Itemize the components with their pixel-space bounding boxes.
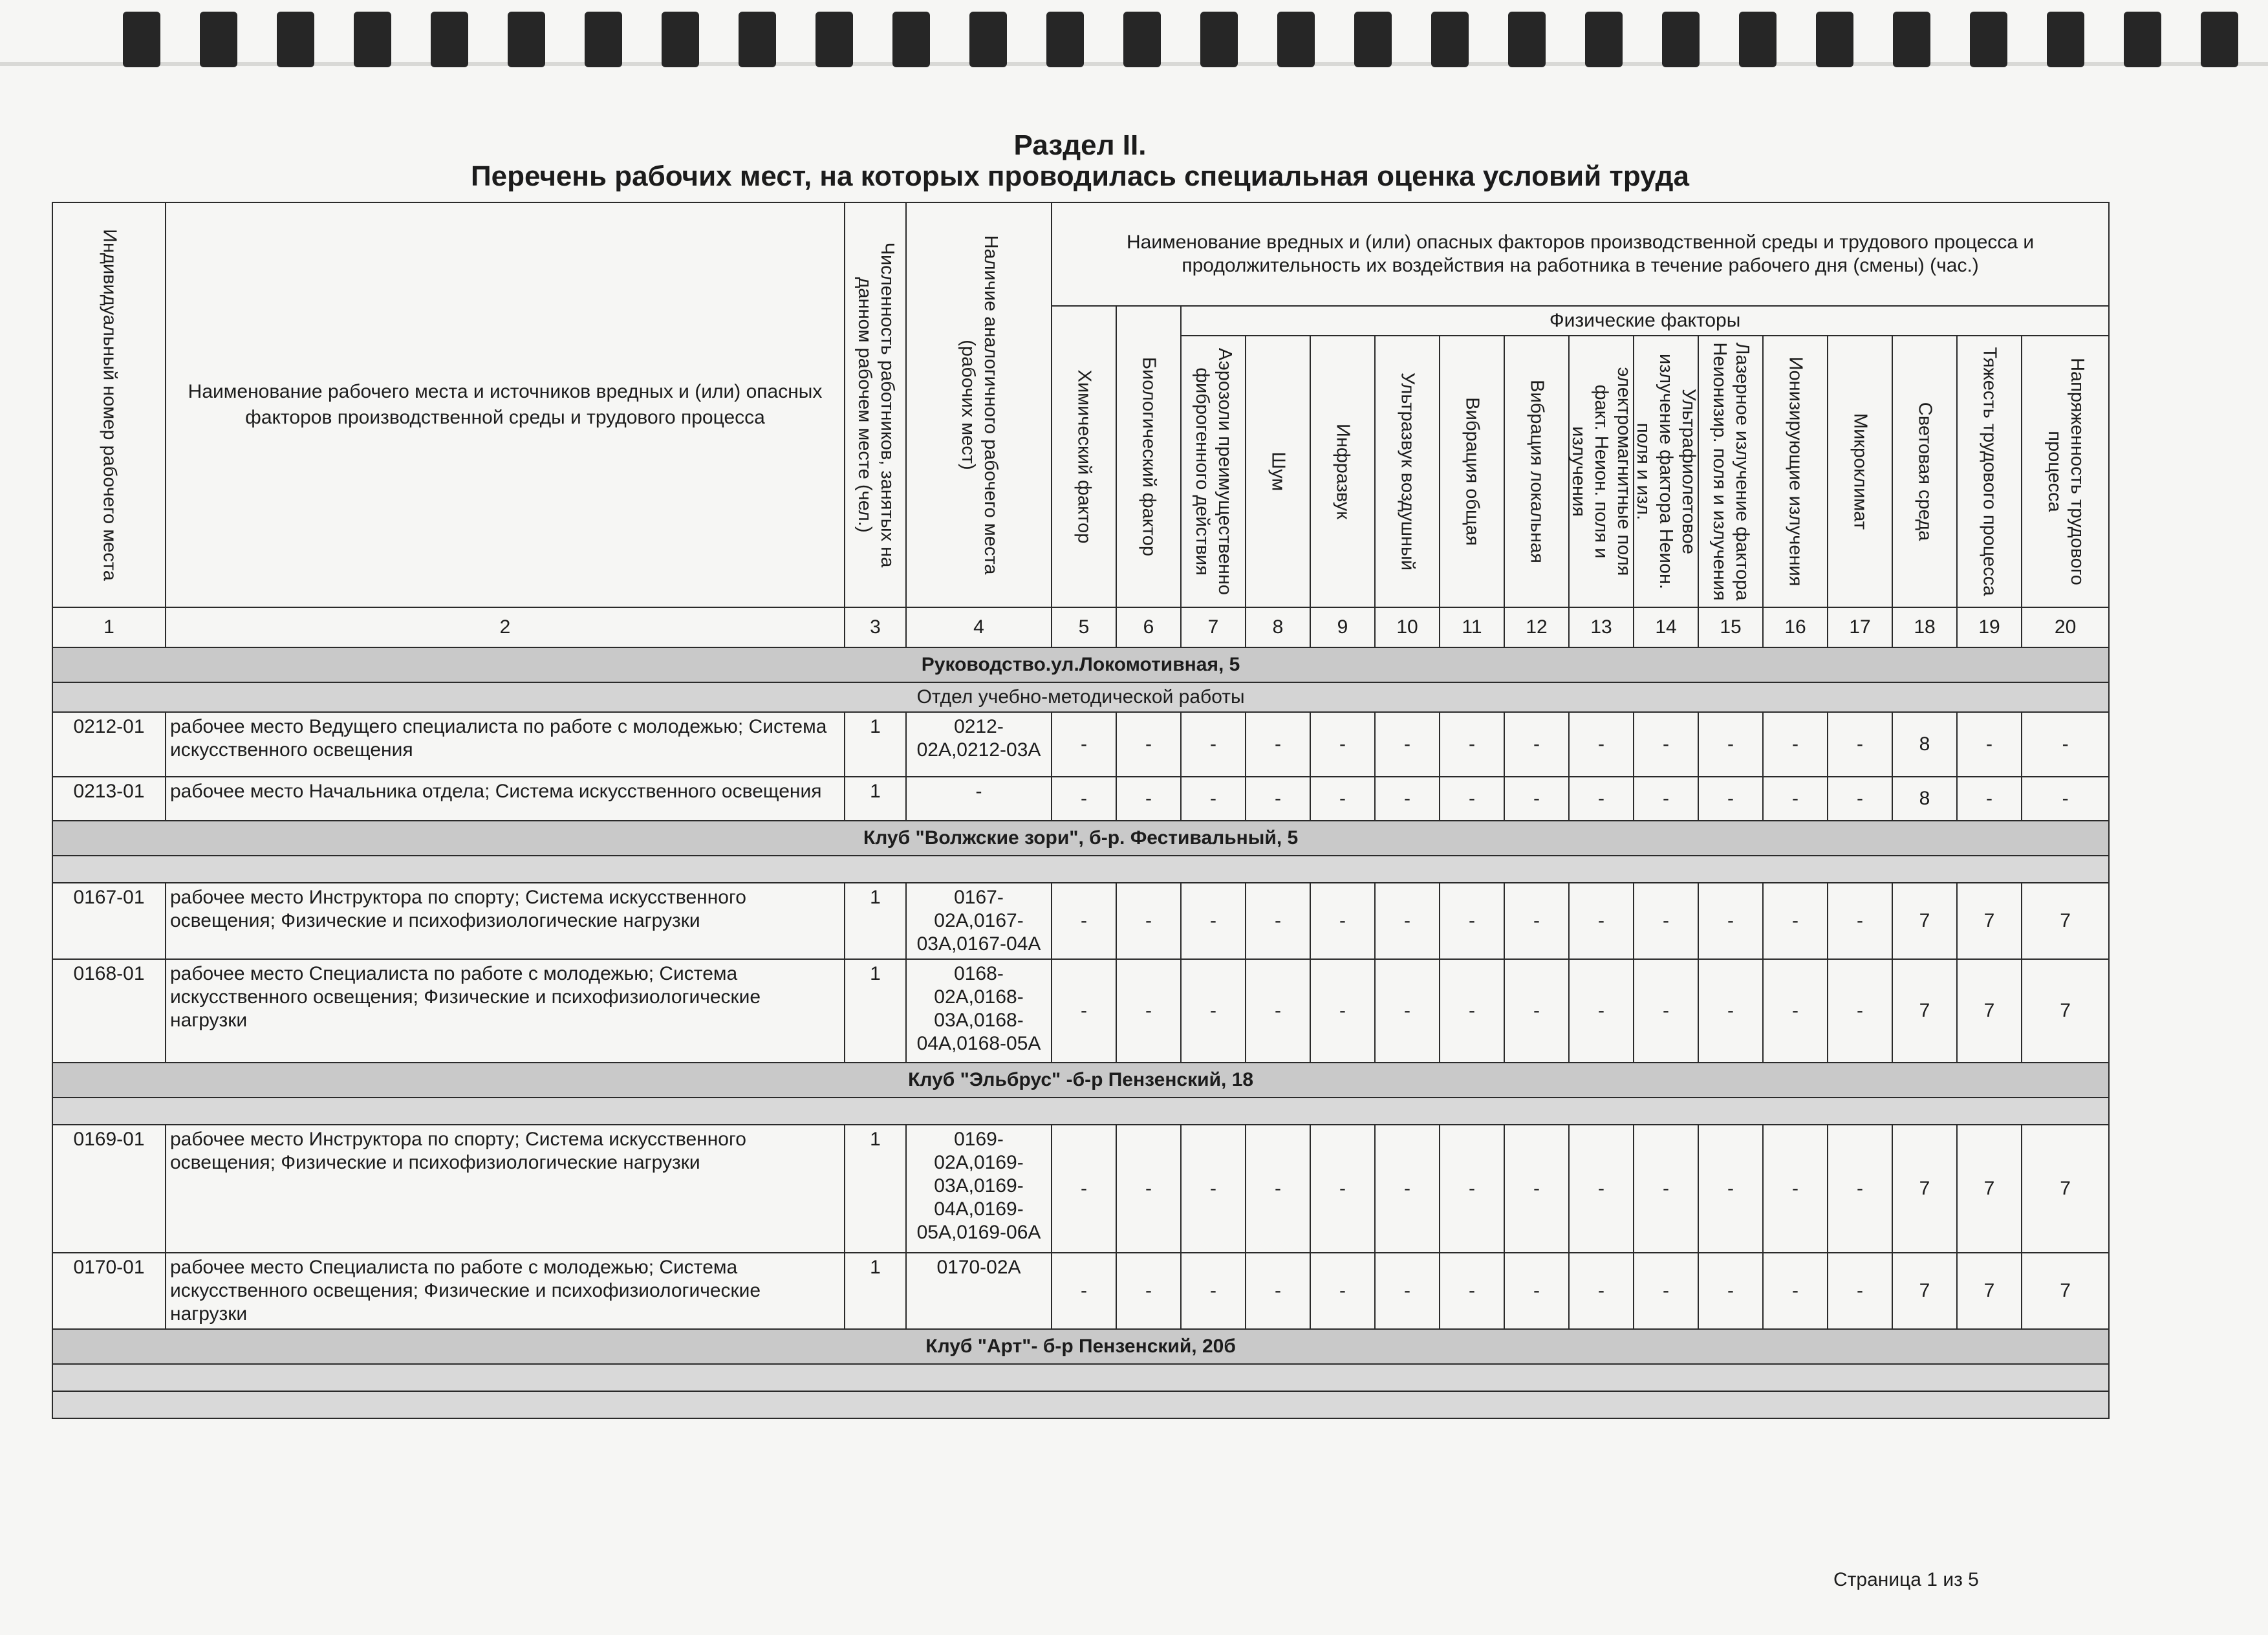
location-title: Клуб "Волжские зори", б-р. Фестивальный, 5 [52, 821, 2109, 856]
binder-ring [2124, 12, 2161, 67]
factor-value: - [1634, 712, 1698, 777]
factor-value: - [1569, 1125, 1634, 1253]
header-factor-chemical: Химический фактор [1052, 306, 1116, 607]
binder-ring [1508, 12, 1546, 67]
column-number-row [52, 607, 2109, 647]
workplace-id: 0168-01 [52, 959, 166, 1063]
factor-value: 7 [1957, 883, 2022, 959]
location-row [52, 821, 2109, 856]
workplace-name: рабочее место Ведущего специалиста по работе с молодежью; Система искусственного освещения [166, 712, 845, 777]
workplace-name: рабочее место Инструктора по спорту; Система искусственного освещения; Физические и психофизиологические нагрузки [166, 883, 845, 959]
header-col-count: Численность работников, занятых на данном рабочем месте (чел.) [845, 202, 906, 607]
header-factor-16: Ионизирующие излучения [1763, 336, 1828, 607]
factor-value: 7 [2022, 1125, 2109, 1253]
workplace-id: 0170-01 [52, 1253, 166, 1329]
column-number: 1 [52, 607, 166, 647]
factor-value: - [1698, 959, 1763, 1063]
factor-value: - [1763, 1253, 1828, 1329]
workplaces-table [52, 202, 2110, 1419]
factor-value: - [1763, 777, 1828, 821]
binder-ring [1354, 12, 1392, 67]
header-factor-13: электромагнитные поля факт. Неион. поля и излучения [1569, 336, 1634, 607]
binder-ring [1277, 12, 1315, 67]
binder-ring [1893, 12, 1930, 67]
factor-value: - [1116, 712, 1181, 777]
analog-workplaces: 0169-02А,0169-03А,0169-04А,0169-05А,0169-06А [906, 1125, 1052, 1253]
worker-count: 1 [845, 712, 906, 777]
factor-value: - [1504, 777, 1569, 821]
factor-value: - [1634, 883, 1698, 959]
factor-value: - [1246, 959, 1310, 1063]
location-row [52, 1063, 2109, 1098]
section-title: Раздел II. [1013, 129, 1147, 161]
factor-value: - [1634, 1125, 1698, 1253]
factor-value: - [1310, 1253, 1375, 1329]
binder-ring [2201, 12, 2238, 67]
binder-ring [508, 12, 545, 67]
factor-value: 7 [1892, 1125, 1957, 1253]
header-col-name: Наименование рабочего места и источников вредных и (или) опасных факторов производственной среды и трудового процесса [166, 202, 845, 607]
section-spacer [52, 1364, 2109, 1391]
factor-value: - [1698, 883, 1763, 959]
header-factor-biological: Биологический фактор [1116, 306, 1181, 607]
binder-ring [1200, 12, 1238, 67]
location-title: Руководство.ул.Локомотивная, 5 [52, 647, 2109, 682]
factor-value: - [2022, 712, 2109, 777]
column-number: 8 [1246, 607, 1310, 647]
analog-workplaces: 0167-02А,0167-03А,0167-04А [906, 883, 1052, 959]
analog-workplaces: 0212-02А,0212-03А [906, 712, 1052, 777]
factor-value: - [1375, 712, 1440, 777]
factor-value: - [2022, 777, 2109, 821]
factor-value: - [1634, 1253, 1698, 1329]
factor-value: - [1246, 712, 1310, 777]
header-factors-group: Наименование вредных и (или) опасных факторов производственной среды и трудового процесса и продолжительность их воздействия на работника в течение рабочего дня (смены) (час.) [1052, 202, 2109, 306]
factor-value: - [1440, 883, 1504, 959]
factor-value: - [1763, 959, 1828, 1063]
column-number: 13 [1569, 607, 1634, 647]
factor-value: - [1828, 959, 1892, 1063]
factor-value: - [1116, 1125, 1181, 1253]
worker-count: 1 [845, 883, 906, 959]
binder-ring [2047, 12, 2084, 67]
header-factor-17: Микроклимат [1828, 336, 1892, 607]
factor-value: 7 [2022, 883, 2109, 959]
factor-value: - [1828, 777, 1892, 821]
binder-rings [0, 0, 2268, 78]
factor-value: - [1310, 712, 1375, 777]
factor-value: - [1569, 883, 1634, 959]
column-number: 17 [1828, 607, 1892, 647]
binder-ring [1123, 12, 1161, 67]
binder-ring [1046, 12, 1084, 67]
factor-value: - [1440, 1253, 1504, 1329]
factor-value: 7 [1957, 1253, 2022, 1329]
factor-value: 7 [1957, 1125, 2022, 1253]
factor-value: - [1310, 777, 1375, 821]
factor-value: - [1375, 777, 1440, 821]
analog-workplaces: 0168-02А,0168-03А,0168-04А,0168-05А [906, 959, 1052, 1063]
worker-count: 1 [845, 1253, 906, 1329]
table-row [52, 1253, 2109, 1329]
column-number: 15 [1698, 607, 1763, 647]
binder-ring [1739, 12, 1777, 67]
worker-count: 1 [845, 777, 906, 821]
analog-workplaces: - [906, 777, 1052, 821]
department-title: Отдел учебно-методической работы [52, 682, 2109, 712]
factor-value: - [1375, 883, 1440, 959]
factor-value: - [1828, 712, 1892, 777]
column-number: 11 [1440, 607, 1504, 647]
workplace-id: 0213-01 [52, 777, 166, 821]
table-row [52, 712, 2109, 777]
binder-ring [1970, 12, 2007, 67]
factor-value: - [1957, 712, 2022, 777]
header-factor-11: Вибрация общая [1440, 336, 1504, 607]
factor-value: - [1504, 1125, 1569, 1253]
factor-value: - [1828, 1125, 1892, 1253]
factor-value: - [1440, 959, 1504, 1063]
table-row [52, 777, 2109, 821]
workplace-name: рабочее место Инструктора по спорту; Система искусственного освещения; Физические и психофизиологические нагрузки [166, 1125, 845, 1253]
factor-value: - [1310, 959, 1375, 1063]
column-number: 4 [906, 607, 1052, 647]
column-number: 2 [166, 607, 845, 647]
factor-value: - [1246, 883, 1310, 959]
column-number: 19 [1957, 607, 2022, 647]
factor-value: - [1698, 1125, 1763, 1253]
location-title: Клуб "Арт"- б-р Пензенский, 20б [52, 1329, 2109, 1364]
factor-value: - [1116, 777, 1181, 821]
factor-value: - [1504, 883, 1569, 959]
binder-ring [123, 12, 160, 67]
factor-value: - [1181, 959, 1246, 1063]
column-number: 6 [1116, 607, 1181, 647]
factor-value: - [1052, 712, 1116, 777]
header-factor-10: Ультразвук воздушный [1375, 336, 1440, 607]
binder-ring [815, 12, 853, 67]
factor-value: - [1957, 777, 2022, 821]
factor-value: - [1181, 712, 1246, 777]
factor-value: 7 [1892, 959, 1957, 1063]
factor-value: - [1246, 1253, 1310, 1329]
binder-ring [585, 12, 622, 67]
factor-value: - [1763, 712, 1828, 777]
column-number: 9 [1310, 607, 1375, 647]
header-factor-8: Шум [1246, 336, 1310, 607]
factor-value: - [1569, 777, 1634, 821]
factor-value: - [1763, 1125, 1828, 1253]
factor-value: - [1440, 1125, 1504, 1253]
factor-value: - [1052, 959, 1116, 1063]
workplace-name: рабочее место Специалиста по работе с молодежью; Система искусственного освещения; Физические и психофизиологические нагрузки [166, 1253, 845, 1329]
location-row [52, 647, 2109, 682]
factor-value: - [1375, 1253, 1440, 1329]
page-footer: Страница 1 из 5 [1833, 1569, 1979, 1590]
factor-value: - [1634, 777, 1698, 821]
factor-value: - [1504, 1253, 1569, 1329]
worker-count: 1 [845, 959, 906, 1063]
factor-value: - [1246, 777, 1310, 821]
factor-value: 8 [1892, 712, 1957, 777]
factor-value: - [1763, 883, 1828, 959]
workplace-id: 0167-01 [52, 883, 166, 959]
worker-count: 1 [845, 1125, 906, 1253]
location-row [52, 1329, 2109, 1364]
factor-value: - [1569, 1253, 1634, 1329]
workplace-name: рабочее место Начальника отдела; Система искусственного освещения [166, 777, 845, 821]
factor-value: - [1504, 712, 1569, 777]
header-factor-19: Тяжесть трудового процесса [1957, 336, 2022, 607]
column-number: 20 [2022, 607, 2109, 647]
binder-ring [1585, 12, 1623, 67]
binder-ring [200, 12, 237, 67]
column-number: 7 [1181, 607, 1246, 647]
header-physical-group: Физические факторы [1181, 306, 2109, 336]
factor-value: - [1698, 712, 1763, 777]
header-row-1 [52, 202, 2109, 306]
factor-value: - [1310, 1125, 1375, 1253]
binder-ring [1816, 12, 1853, 67]
column-number: 16 [1763, 607, 1828, 647]
header-factor-18: Световая среда [1892, 336, 1957, 607]
factor-value: - [1504, 959, 1569, 1063]
factor-value: - [1052, 1253, 1116, 1329]
workplace-id: 0212-01 [52, 712, 166, 777]
factor-value: - [1375, 959, 1440, 1063]
column-number: 18 [1892, 607, 1957, 647]
binder-ring [662, 12, 699, 67]
analog-workplaces: 0170-02А [906, 1253, 1052, 1329]
workplace-id: 0169-01 [52, 1125, 166, 1253]
location-title: Клуб "Эльбрус" -б-р Пензенский, 18 [52, 1063, 2109, 1098]
header-factor-15: Лазерное излучение фактора Неионизир. поля и излучения [1698, 336, 1763, 607]
factor-value: - [1246, 1125, 1310, 1253]
factor-value: 7 [2022, 1253, 2109, 1329]
header-factor-7: Аэрозоли преимущественно фиброгенного действия [1181, 336, 1246, 607]
header-col-id: Индивидуальный номер рабочего места [52, 202, 166, 607]
factor-value: - [1181, 1125, 1246, 1253]
factor-value: - [1828, 883, 1892, 959]
header-factor-20: Напряженность трудового процесса [2022, 336, 2109, 607]
table-row [52, 883, 2109, 959]
binder-ring [1662, 12, 1700, 67]
factor-value: - [1181, 1253, 1246, 1329]
section-spacer [52, 856, 2109, 883]
factor-value: 7 [1957, 959, 2022, 1063]
header-factor-12: Вибрация локальная [1504, 336, 1569, 607]
factor-value: 7 [1892, 883, 1957, 959]
factor-value: 7 [1892, 1253, 1957, 1329]
factor-value: - [1569, 959, 1634, 1063]
table-row [52, 959, 2109, 1063]
binder-ring [739, 12, 776, 67]
binder-ring [431, 12, 468, 67]
binder-ring [1431, 12, 1469, 67]
factor-value: - [1698, 777, 1763, 821]
factor-value: - [1052, 777, 1116, 821]
factor-value: - [1569, 712, 1634, 777]
column-number: 10 [1375, 607, 1440, 647]
table-row [52, 1125, 2109, 1253]
section-spacer [52, 1391, 2109, 1418]
factor-value: - [1116, 883, 1181, 959]
department-row [52, 682, 2109, 712]
factor-value: - [1828, 1253, 1892, 1329]
document-subtitle: Перечень рабочих мест, на которых проводилась специальная оценка условий труда [471, 160, 1689, 192]
column-number: 12 [1504, 607, 1569, 647]
binder-ring [354, 12, 391, 67]
header-col-analog: Наличие аналогичного рабочего места (рабочих мест) [906, 202, 1052, 607]
factor-value: - [1375, 1125, 1440, 1253]
factor-value: 7 [2022, 959, 2109, 1063]
factor-value: - [1440, 777, 1504, 821]
factor-value: - [1181, 883, 1246, 959]
factor-value: - [1052, 883, 1116, 959]
factor-value: - [1634, 959, 1698, 1063]
workplace-name: рабочее место Специалиста по работе с молодежью; Система искусственного освещения; Физические и психофизиологические нагрузки [166, 959, 845, 1063]
column-number: 3 [845, 607, 906, 647]
binder-ring [892, 12, 930, 67]
factor-value: - [1181, 777, 1246, 821]
factor-value: 8 [1892, 777, 1957, 821]
factor-value: - [1052, 1125, 1116, 1253]
factor-value: - [1440, 712, 1504, 777]
factor-value: - [1116, 1253, 1181, 1329]
factor-value: - [1310, 883, 1375, 959]
factor-value: - [1116, 959, 1181, 1063]
factor-value: - [1698, 1253, 1763, 1329]
section-spacer [52, 1098, 2109, 1125]
binder-ring [277, 12, 314, 67]
header-factor-14: Ультрафиолетовое излучение фактора Неион. поля и изл. [1634, 336, 1698, 607]
header-factor-9: Инфразвук [1310, 336, 1375, 607]
binder-ring [969, 12, 1007, 67]
column-number: 14 [1634, 607, 1698, 647]
column-number: 5 [1052, 607, 1116, 647]
